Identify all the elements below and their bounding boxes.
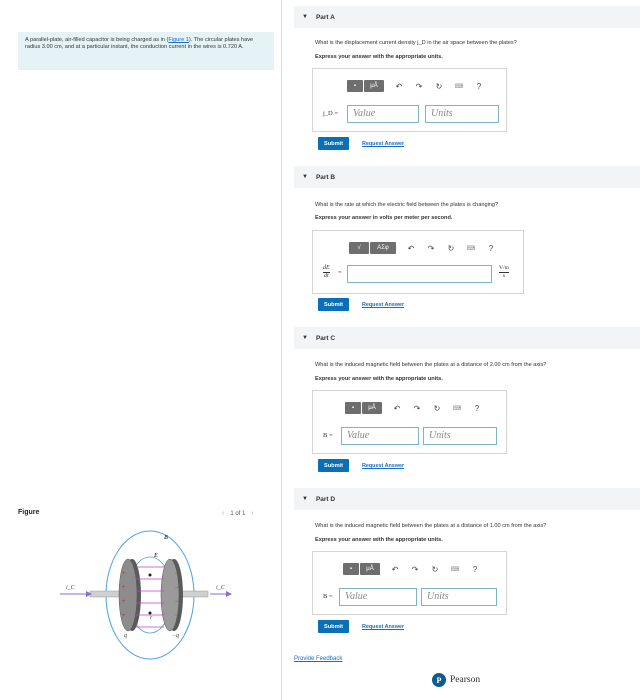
problem-text-tail: ). The circular plates have radius 3.00 cm, and at a particular instant, the conduction current in the wires is 0.720 A. [25, 37, 254, 51]
next-figure-icon[interactable]: › [251, 510, 254, 517]
part-c-instruction: Express your answer with the appropriate units. [315, 376, 443, 382]
part-a-units-input[interactable]: Units [425, 105, 499, 123]
keyboard-icon[interactable]: ⌨ [466, 245, 476, 252]
part-b-value-input[interactable] [347, 265, 492, 283]
part-c-answer-box [312, 390, 507, 454]
collapse-icon: ▼ [302, 174, 308, 180]
current-arrowhead-right [226, 591, 232, 597]
part-d-submit-button[interactable]: Submit [318, 620, 349, 633]
part-c-title: Part C [315, 334, 336, 342]
part-d-units-input[interactable]: Units [421, 588, 497, 606]
part-b-request-answer[interactable]: Request Answer [362, 302, 405, 308]
reset-icon[interactable]: ↻ [433, 403, 441, 413]
part-c-header[interactable] [294, 327, 640, 349]
figure-pager-label: 1 of 1 [230, 510, 246, 517]
undo-icon[interactable]: ↶ [395, 81, 403, 91]
part-d-title: Part D [315, 495, 336, 503]
units-button[interactable]: μÅ [364, 80, 384, 92]
redo-icon[interactable]: ↷ [411, 564, 419, 574]
reset-icon[interactable]: ↻ [447, 243, 455, 253]
part-a-header[interactable] [294, 6, 640, 28]
part-a-var-label: j_D = [323, 110, 339, 117]
svg-text:−: − [175, 613, 179, 619]
pearson-icon: P [432, 673, 446, 687]
svg-text:−: − [175, 585, 179, 591]
figure-link[interactable]: Figure 1 [168, 37, 189, 43]
svg-text:+: + [122, 585, 126, 591]
ic-label-left: i_C [66, 585, 75, 591]
part-c-toolbar [345, 401, 482, 415]
part-b-header[interactable] [294, 166, 640, 188]
help-icon[interactable]: ? [488, 243, 494, 253]
redo-icon[interactable]: ↷ [415, 81, 423, 91]
reset-icon[interactable]: ↻ [431, 564, 439, 574]
part-d-instruction: Express your answer with the appropriate units. [315, 537, 443, 543]
part-c-submit-button[interactable]: Submit [318, 459, 349, 472]
part-a-instruction: Express your answer with the appropriate units. [315, 54, 443, 60]
svg-text:−: − [175, 599, 179, 605]
capacitor-diagram [38, 527, 234, 661]
pearson-wordmark: Pearson [450, 675, 481, 685]
part-c-units-input[interactable]: Units [423, 427, 497, 445]
undo-icon[interactable]: ↶ [393, 403, 401, 413]
part-d-toolbar [343, 562, 480, 576]
e-field-label: E [154, 553, 159, 559]
part-b-title: Part B [315, 173, 336, 181]
part-d-header[interactable] [294, 488, 640, 510]
part-a-request-answer[interactable]: Request Answer [362, 141, 405, 147]
keyboard-icon[interactable]: ⌨ [452, 405, 462, 412]
redo-icon[interactable]: ↷ [413, 403, 421, 413]
sqrt-template-button[interactable]: √ [349, 242, 369, 254]
keyboard-icon[interactable]: ⌨ [450, 566, 460, 573]
templates-button[interactable]: ▪ [345, 402, 361, 414]
field-point-top [149, 574, 152, 577]
part-a-question: What is the displacement current density j_D in the air space between the plates? [315, 40, 517, 46]
part-b-answer-box [312, 230, 524, 294]
field-point-bottom [149, 612, 152, 615]
keyboard-icon[interactable]: ⌨ [454, 83, 464, 90]
left-panel [0, 0, 281, 700]
units-button[interactable]: μÅ [362, 402, 382, 414]
undo-icon[interactable]: ↶ [407, 243, 415, 253]
part-c-question: What is the induced magnetic field between the plates at a distance of 2.00 cm from the axis? [315, 362, 547, 368]
charge-pos-label: q [124, 633, 127, 639]
help-icon[interactable]: ? [472, 564, 478, 574]
left-plate [119, 559, 137, 631]
part-b-instruction: Express your answer in volts per meter per second. [315, 215, 453, 221]
part-a-answer-box [312, 68, 507, 132]
b-field-label: B [164, 535, 169, 541]
part-a-toolbar [347, 79, 484, 93]
part-c-var-label: B = [323, 432, 333, 439]
collapse-icon: ▼ [302, 496, 308, 502]
capacitor-figure [38, 527, 234, 661]
problem-statement [18, 32, 274, 70]
help-icon[interactable]: ? [476, 81, 482, 91]
part-b-var-label: dE dt [323, 265, 330, 279]
radius-label: r [150, 615, 153, 621]
part-a-title: Part A [315, 13, 335, 21]
help-icon[interactable]: ? [474, 403, 480, 413]
charge-neg-label: −q [172, 633, 180, 639]
pearson-logo [432, 673, 480, 687]
part-d-question: What is the induced magnetic field between the plates at a distance of 1.00 cm from the axis? [315, 523, 547, 529]
collapse-icon: ▼ [302, 335, 308, 341]
figure-pager [222, 510, 254, 517]
part-b-question: What is the rate at which the electric field between the plates is changing? [315, 202, 499, 208]
prev-figure-icon[interactable]: ‹ [222, 510, 225, 517]
part-d-request-answer[interactable]: Request Answer [362, 624, 405, 630]
ic-label-right: i_C [216, 585, 225, 591]
greek-symbols-button[interactable]: ΑΣφ [370, 242, 396, 254]
svg-text:+: + [122, 571, 126, 577]
undo-icon[interactable]: ↶ [391, 564, 399, 574]
templates-button[interactable]: ▪ [343, 563, 359, 575]
part-b-equals: = [338, 269, 342, 276]
part-b-toolbar [349, 241, 496, 255]
part-a-submit-button[interactable]: Submit [318, 137, 349, 150]
part-c-request-answer[interactable]: Request Answer [362, 463, 405, 469]
svg-text:−: − [175, 571, 179, 577]
part-b-unit-label: V/m s [499, 265, 509, 279]
part-b-submit-button[interactable]: Submit [318, 298, 349, 311]
figure-title: Figure [18, 509, 40, 516]
reset-icon[interactable]: ↻ [435, 81, 443, 91]
problem-text: A parallel-plate, air-filled capacitor is being charged as in ( [25, 37, 169, 43]
templates-button[interactable]: ▪ [347, 80, 363, 92]
part-d-value-input[interactable]: Value [339, 588, 417, 606]
provide-feedback-link[interactable]: Provide Feedback [294, 656, 343, 662]
units-button[interactable]: μÅ [360, 563, 380, 575]
collapse-icon: ▼ [302, 14, 308, 20]
right-plate [161, 559, 179, 631]
redo-icon[interactable]: ↷ [427, 243, 435, 253]
right-panel [282, 0, 641, 700]
svg-text:+: + [122, 613, 126, 619]
svg-text:+: + [122, 599, 126, 605]
part-a-value-input[interactable]: Value [347, 105, 419, 123]
part-c-value-input[interactable]: Value [341, 427, 419, 445]
part-d-var-label: B = [323, 593, 333, 600]
part-d-answer-box [312, 551, 507, 615]
